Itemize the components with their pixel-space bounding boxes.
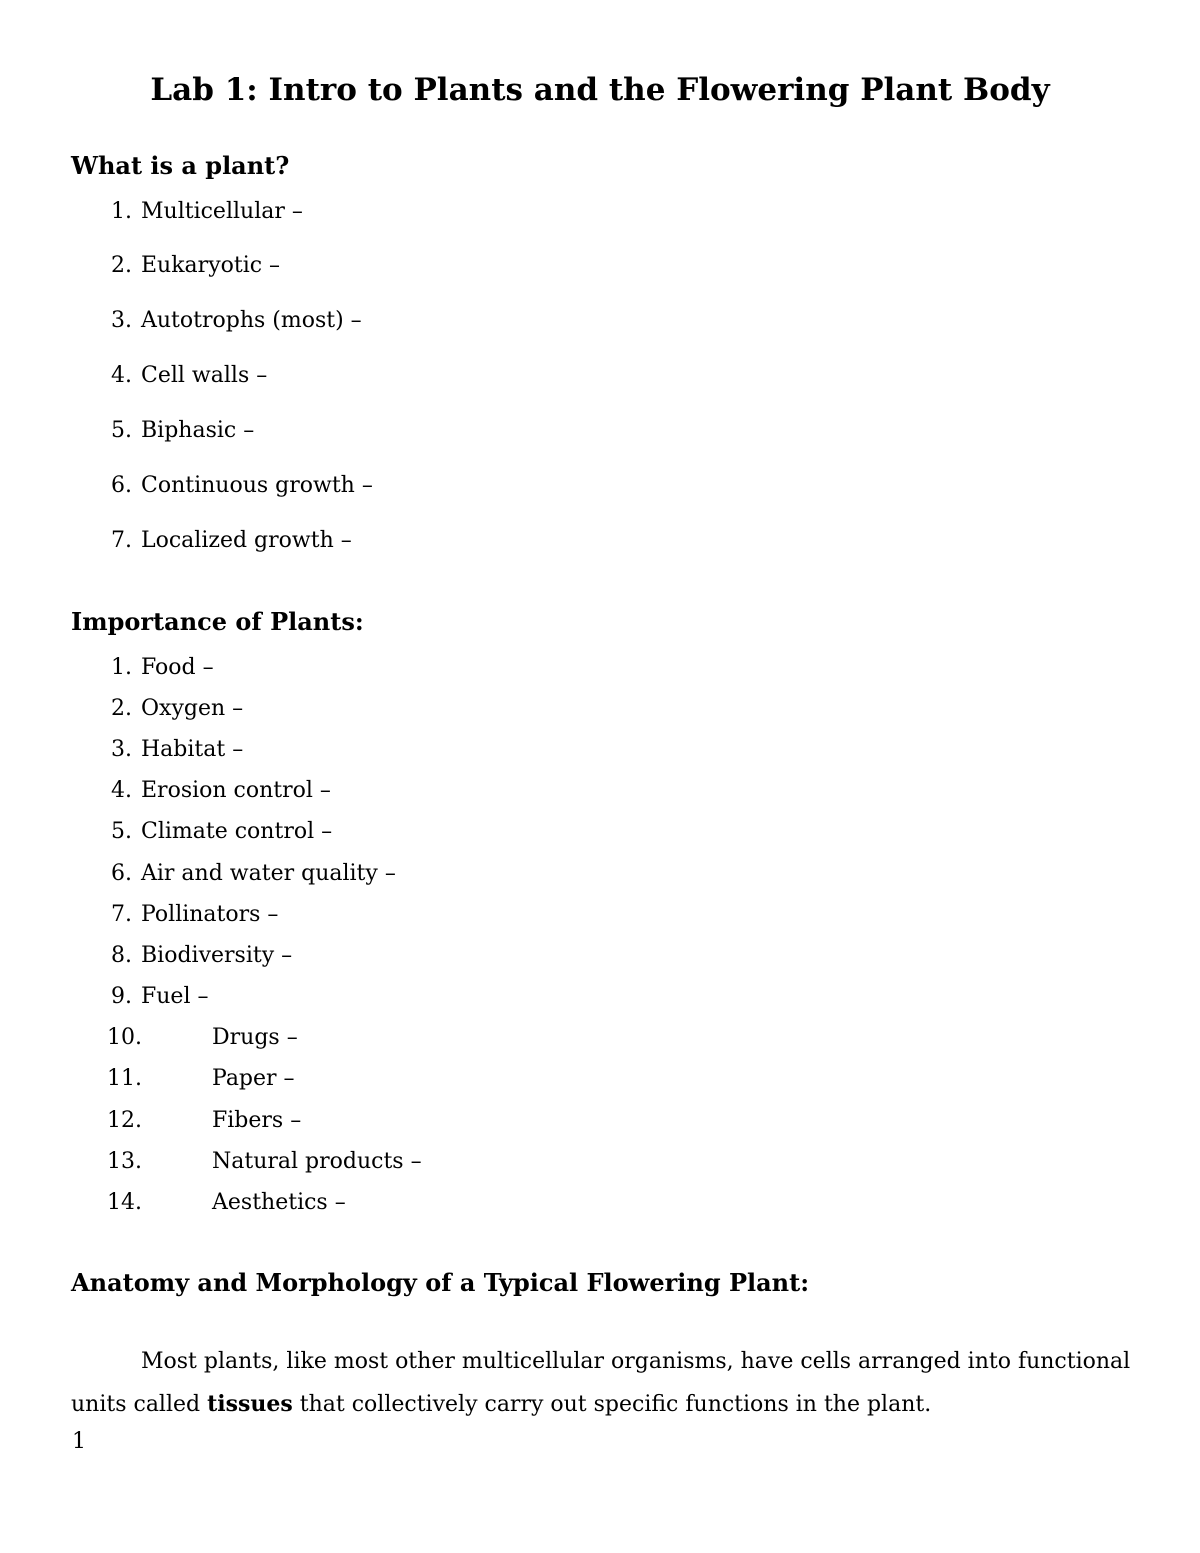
list-item-text: Eukaryotic – [141, 253, 281, 278]
list-item-text: Biodiversity – [141, 943, 293, 968]
paragraph-text-before: Most plants, like most other multicellular organisms, have cells arranged into functional units called [71, 1349, 1131, 1417]
list-item-number: 10. [107, 1025, 142, 1050]
list-item-number: 6. [111, 473, 132, 498]
list-item-text: Pollinators – [141, 902, 279, 927]
list-item-number: 5. [111, 819, 132, 844]
list-item-text: Paper – [212, 1066, 295, 1091]
list-item-text: Habitat – [141, 737, 244, 762]
list-item-text: Autotrophs (most) – [141, 308, 362, 333]
paragraph-text-after: that collectively carry out specific functions in the plant. [292, 1392, 932, 1417]
list-item-text: Drugs – [212, 1025, 298, 1050]
list-item-text: Fuel – [141, 984, 209, 1009]
list-item-number: 3. [111, 308, 132, 333]
list-item-text: Natural products – [212, 1149, 422, 1174]
list-item-number: 7. [111, 528, 132, 553]
list-item-text: Cell walls – [141, 363, 268, 388]
list-item-number: 13. [107, 1149, 142, 1174]
list-item-number: 5. [111, 418, 132, 443]
list-item-number: 6. [111, 861, 132, 886]
list-item-number: 9. [111, 984, 132, 1009]
list-item-number: 3. [111, 737, 132, 762]
list-item-text: Erosion control – [141, 778, 331, 803]
list-item-number: 1. [111, 199, 132, 224]
list-item-text: Air and water quality – [141, 861, 396, 886]
section-heading-what-is-a-plant: What is a plant? [71, 151, 290, 180]
list-item-number: 7. [111, 902, 132, 927]
list-item-text: Aesthetics – [212, 1190, 346, 1215]
list-item-number: 2. [111, 253, 132, 278]
list-item-number: 11. [107, 1066, 142, 1091]
page-number: 1 [72, 1429, 86, 1454]
list-item-text: Oxygen – [141, 696, 244, 721]
list-item-number: 1. [111, 655, 132, 680]
page-title: Lab 1: Intro to Plants and the Flowering Plant Body [150, 72, 1050, 108]
list-item-text: Localized growth – [141, 528, 352, 553]
list-item-number: 14. [107, 1190, 142, 1215]
list-item-number: 12. [107, 1108, 142, 1133]
list-item-text: Biphasic – [141, 418, 255, 443]
list-item-number: 4. [111, 363, 132, 388]
paragraph-bold-term: tissues [207, 1391, 293, 1417]
list-item-number: 8. [111, 943, 132, 968]
list-item-text: Fibers – [212, 1108, 302, 1133]
list-item-text: Continuous growth – [141, 473, 373, 498]
list-item-text: Food – [141, 655, 214, 680]
list-item-text: Climate control – [141, 819, 333, 844]
list-item-number: 2. [111, 696, 132, 721]
list-item-number: 4. [111, 778, 132, 803]
list-item-text: Multicellular – [141, 199, 303, 224]
section-heading-importance-of-plants: Importance of Plants: [71, 607, 364, 636]
body-paragraph [71, 1341, 1131, 1426]
section-heading-anatomy: Anatomy and Morphology of a Typical Flowering Plant: [71, 1268, 810, 1297]
